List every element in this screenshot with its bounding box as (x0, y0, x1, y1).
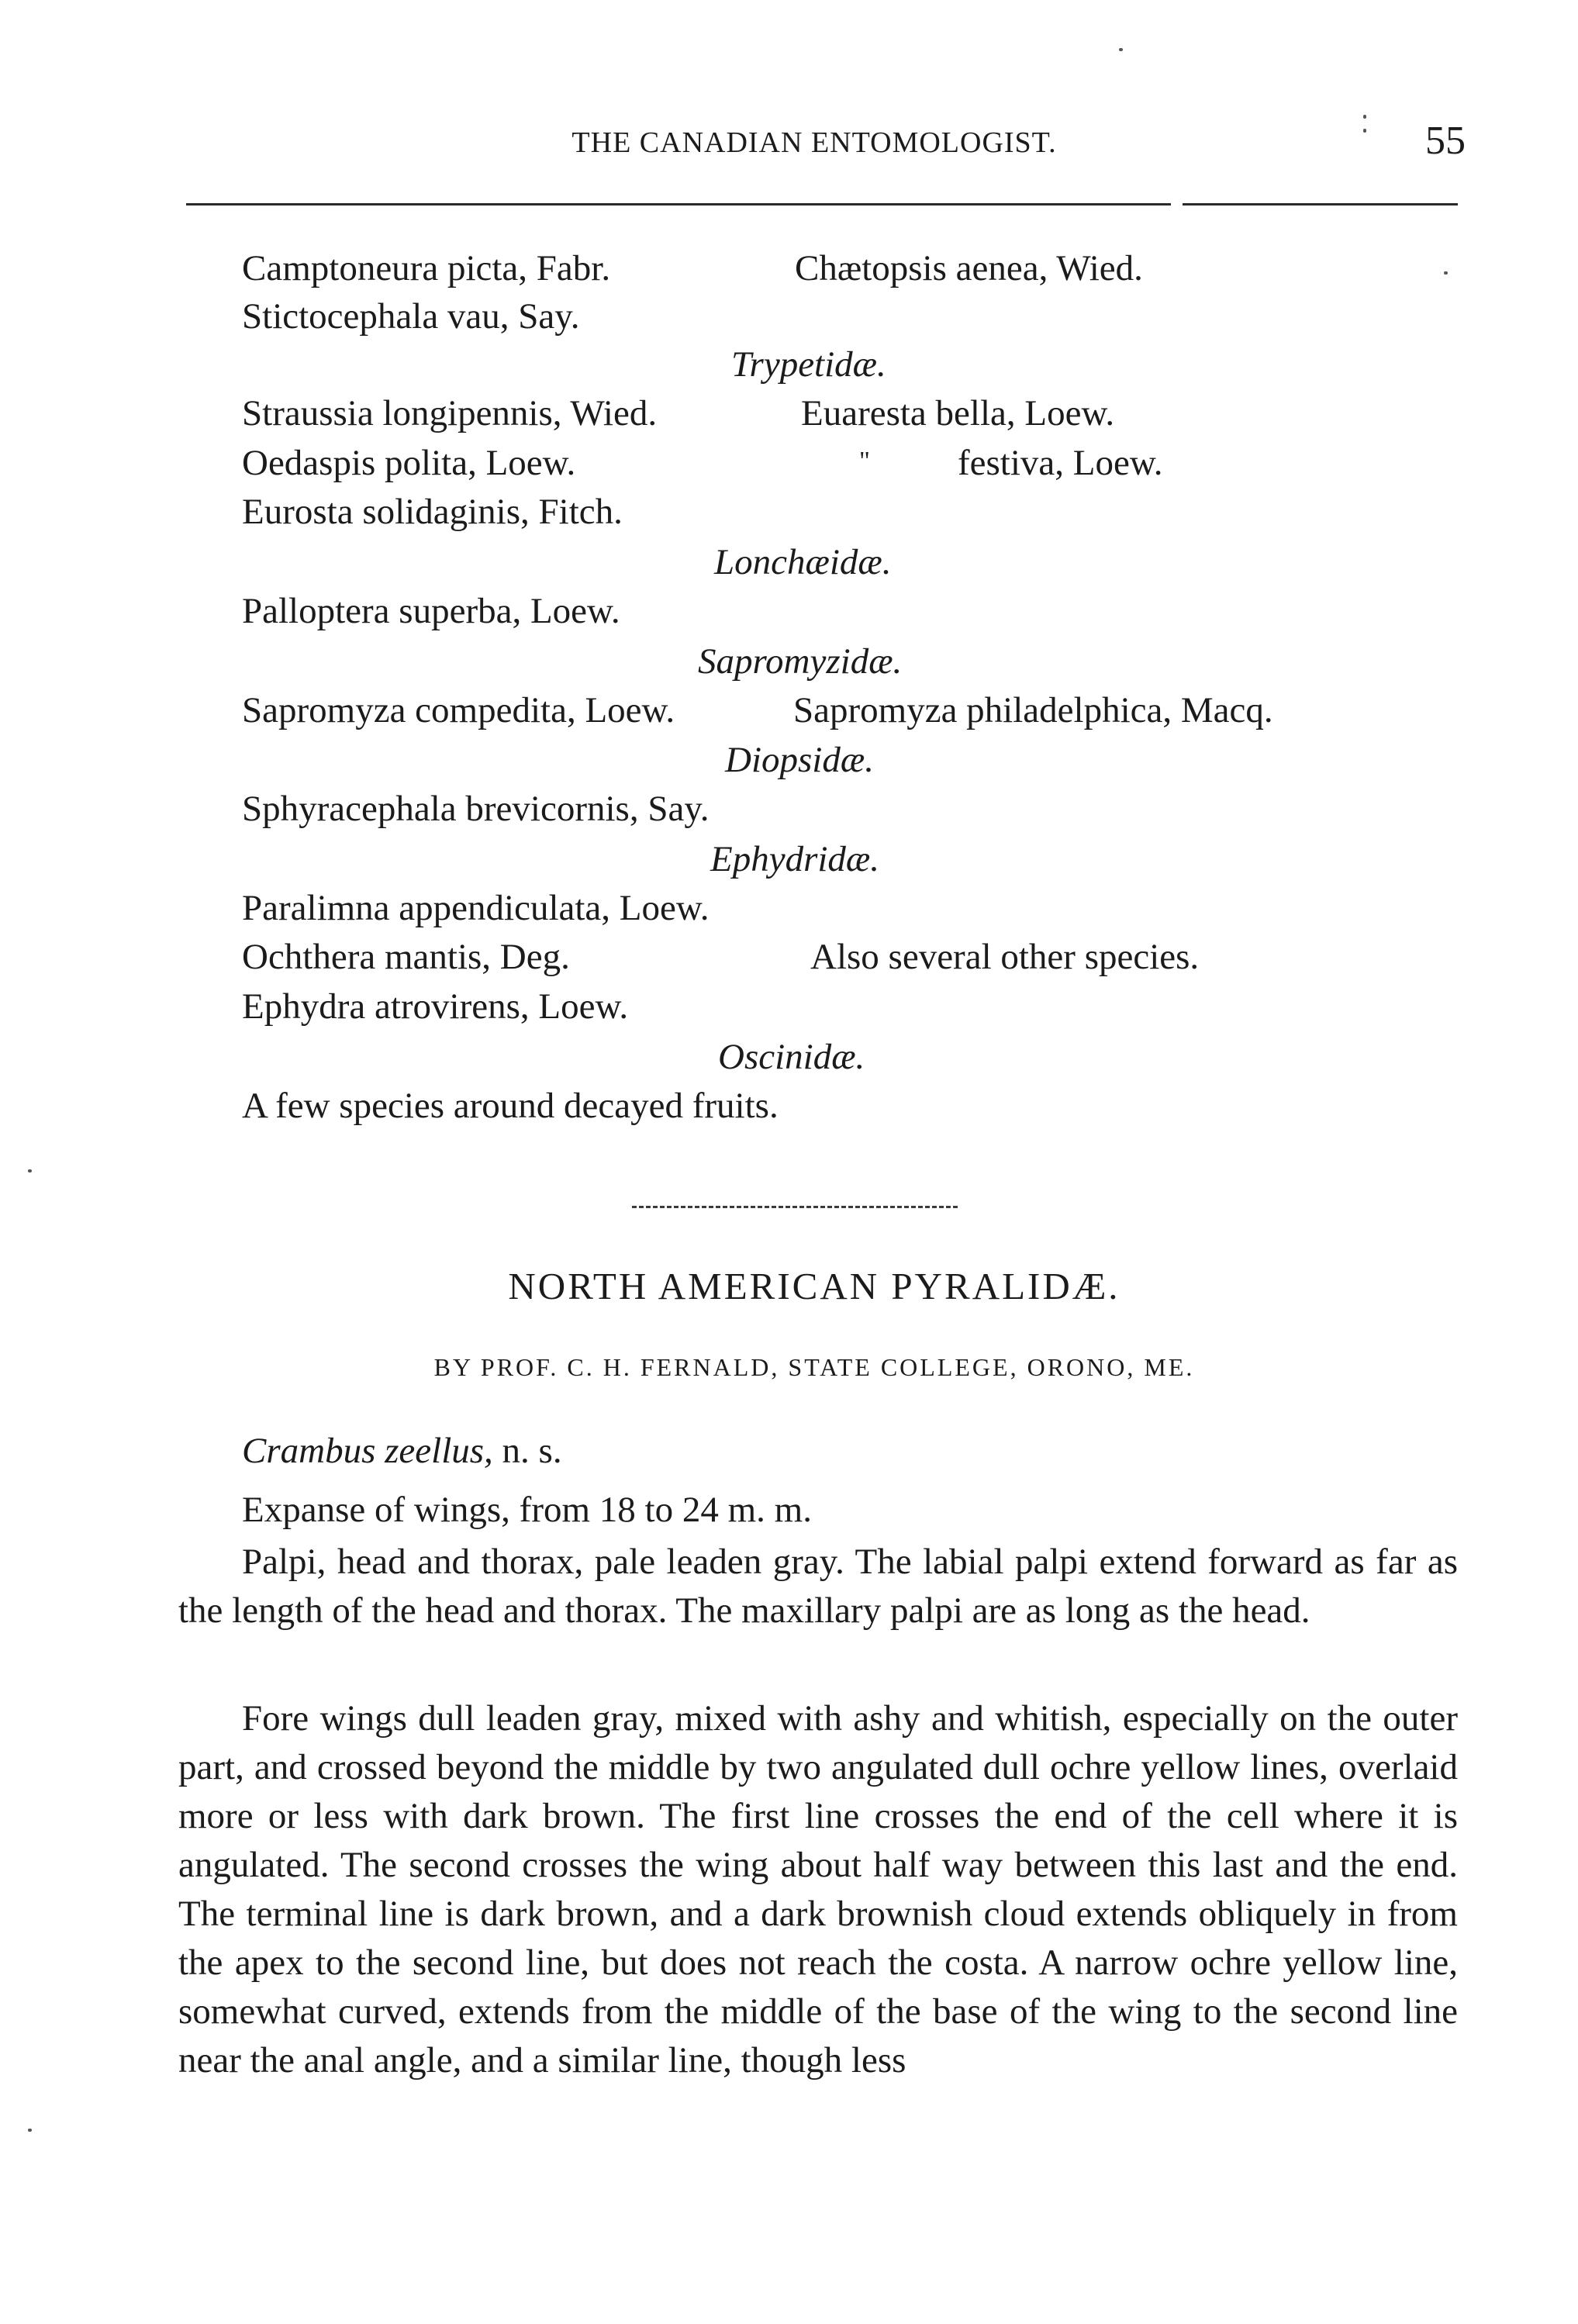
header-rule-left (186, 203, 1171, 205)
species-entry: Eurosta solidaginis, Fitch. (242, 492, 623, 532)
paragraph: Palpi, head and thorax, pale leaden gray. The labial palpi extend forward as far as the length of the head and thorax. The maxillary palpi are as long as the head. (178, 1542, 1458, 1631)
family-heading: Oscinidæ. (718, 1037, 865, 1077)
family-heading: Lonchæidæ. (714, 542, 892, 582)
article-byline: BY PROF. C. H. FERNALD, STATE COLLEGE, ORONO, ME. (433, 1353, 1195, 1381)
species-entry: Stictocephala vau, Say. (242, 296, 580, 337)
species-heading (242, 1430, 562, 1472)
expanse-line: Expanse of wings, from 18 to 24 m. m. (242, 1490, 812, 1530)
species-name: Crambus zeellus, (242, 1431, 493, 1471)
section-separator (632, 1206, 958, 1208)
family-heading: Sapromyzidæ. (698, 641, 903, 682)
species-entry: Chætopsis aenea, Wied. (795, 248, 1143, 288)
species-entry: A few species around decayed fruits. (242, 1086, 779, 1126)
species-entry: festiva, Loew. (958, 443, 1163, 483)
scan-speck (1119, 48, 1123, 51)
species-suffix: n. s. (492, 1431, 562, 1471)
scan-speck (1363, 129, 1366, 133)
species-entry: Euaresta bella, Loew. (801, 393, 1115, 433)
scan-speck (28, 1169, 32, 1172)
running-title: THE CANADIAN ENTOMOLOGIST. (571, 126, 1057, 159)
species-entry: Ochthera mantis, Deg. (242, 937, 570, 977)
scan-speck (28, 2129, 32, 2132)
family-heading: Diopsidæ. (725, 740, 874, 780)
family-heading: Trypetidæ. (731, 344, 886, 385)
species-entry: Paralimna appendiculata, Loew. (242, 888, 710, 928)
header-rule-right (1183, 203, 1458, 205)
scan-speck (1444, 271, 1448, 275)
paragraph: Fore wings dull leaden gray, mixed with ashy and whitish, especially on the outer part, and crossed beyond the middle by two angulated dull ochre yellow lines, overlaid more or less with dark brown. The first line crosses the end of the cell where it is angulated. The second crosses the wing about half way between this last and the end. The terminal line is dark brown, and a dark brownish cloud extends obliquely in from the apex to the second line, but does not reach the costa. A narrow ochre yellow line, somewhat curved, extends from the middle of the base of the wing to the second line near the anal angle, and a similar line, though less (178, 1698, 1458, 2081)
page-number: 55 (1425, 119, 1466, 163)
species-entry: Oedaspis polita, Loew. (242, 443, 576, 483)
species-entry: Sapromyza philadelphica, Macq. (793, 690, 1273, 730)
species-entry: Sapromyza compedita, Loew. (242, 690, 675, 730)
species-entry: Camptoneura picta, Fabr. (242, 248, 611, 288)
species-note: Also several other species. (810, 937, 1200, 977)
species-entry: Straussia longipennis, Wied. (242, 393, 658, 433)
species-entry: Sphyracephala brevicornis, Say. (242, 789, 710, 829)
article-title: NORTH AMERICAN PYRALIDÆ. (508, 1265, 1120, 1307)
family-heading: Ephydridæ. (710, 839, 880, 879)
species-entry: Palloptera superba, Loew. (242, 591, 620, 631)
species-entry: Ephydra atrovirens, Loew. (242, 986, 629, 1027)
scan-speck (1363, 115, 1366, 119)
ditto-mark: " (859, 447, 870, 475)
